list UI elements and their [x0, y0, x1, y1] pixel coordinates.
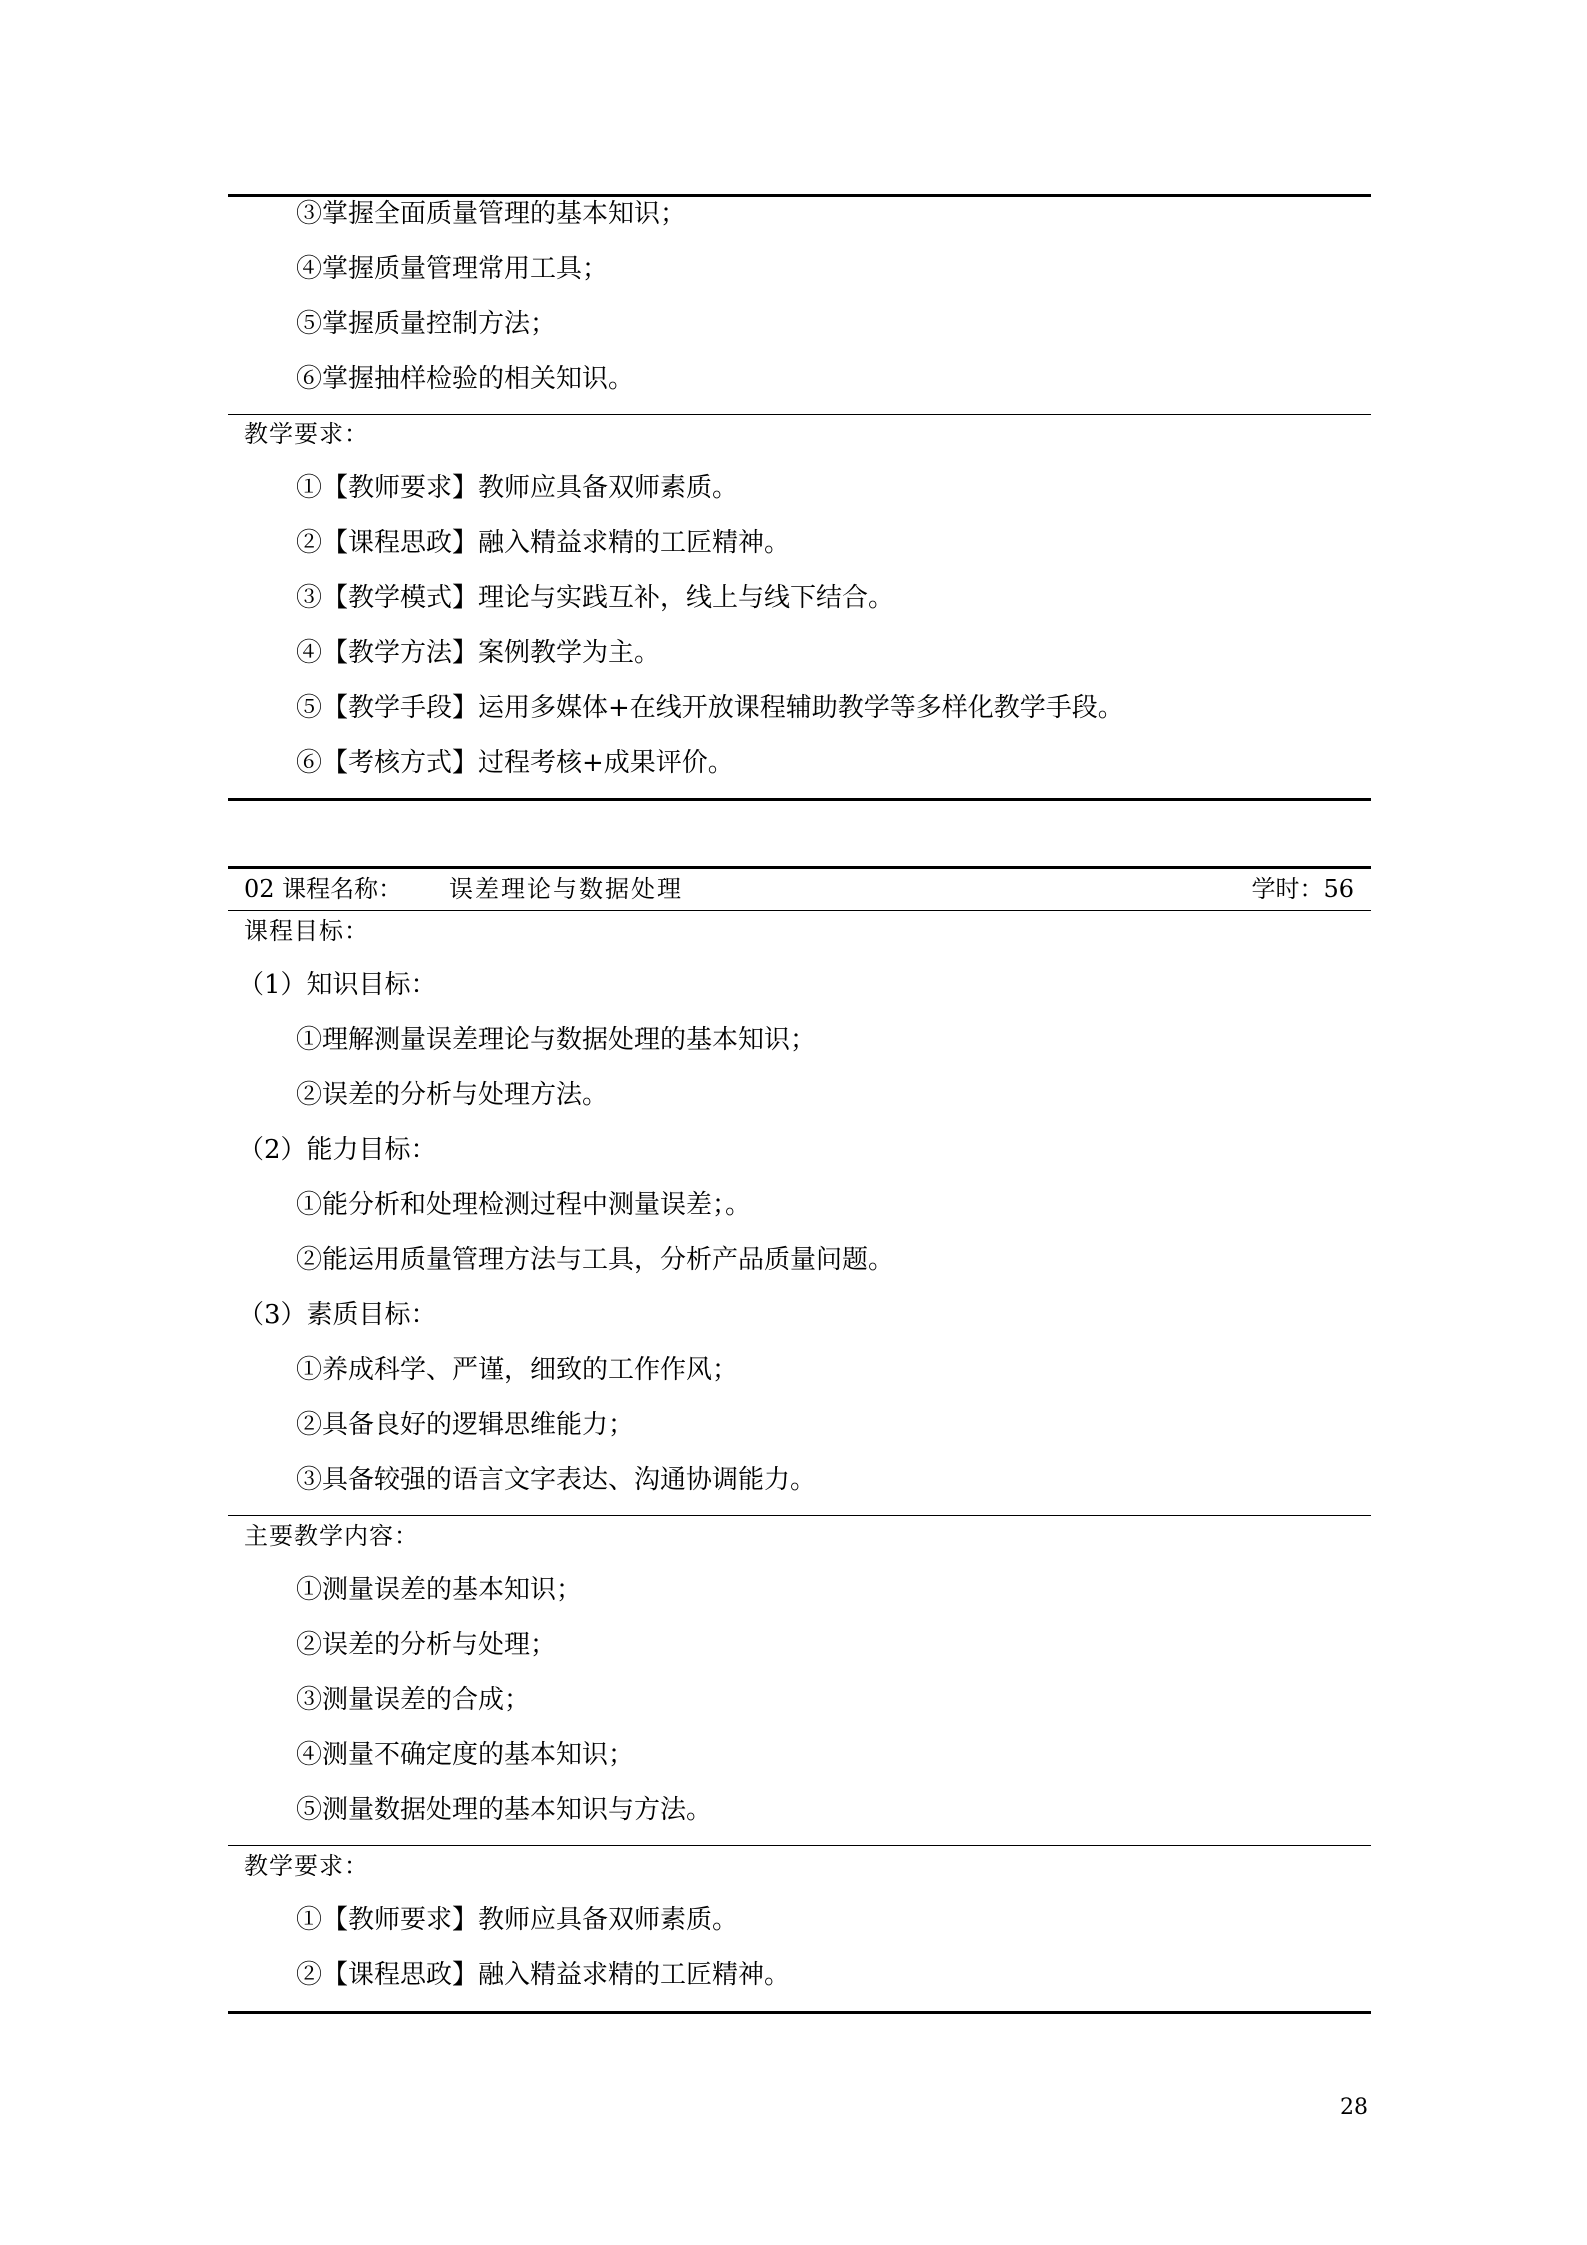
- page-number: 28: [1340, 2095, 1368, 2120]
- list-item: ②能运用质量管理方法与工具，分析产品质量问题。: [296, 1245, 895, 1275]
- list-item: ③具备较强的语言文字表达、沟通协调能力。: [296, 1465, 817, 1495]
- list-item: ④【教学方法】案例教学为主。: [296, 638, 661, 668]
- course-label: 02 课程名称：: [244, 875, 403, 903]
- list-item: ③【教学模式】理论与实践互补，线上与线下结合。: [296, 583, 895, 613]
- list-item: ②【课程思政】融入精益求精的工匠精神。: [296, 528, 791, 558]
- row-divider: [228, 1515, 1371, 1516]
- section-heading: 教学要求：: [244, 420, 369, 448]
- list-item: ①测量误差的基本知识；: [296, 1575, 583, 1605]
- table-bottom-border: [228, 2011, 1371, 2014]
- list-item: ②具备良好的逻辑思维能力；: [296, 1410, 635, 1440]
- list-item: ⑤测量数据处理的基本知识与方法。: [296, 1795, 713, 1825]
- list-item: ①养成科学、严谨，细致的工作作风；: [296, 1355, 739, 1385]
- course-title-row: [244, 871, 1354, 907]
- section-heading: 课程目标：: [244, 917, 369, 945]
- list-item: ⑥掌握抽样检验的相关知识。: [296, 364, 635, 394]
- list-item: ④测量不确定度的基本知识；: [296, 1740, 635, 1770]
- list-item: ②【课程思政】融入精益求精的工匠精神。: [296, 1960, 791, 1990]
- list-item: ①【教师要求】教师应具备双师素质。: [296, 1905, 739, 1935]
- sub-heading: （3）素质目标：: [238, 1300, 437, 1330]
- list-item: ①【教师要求】教师应具备双师素质。: [296, 473, 739, 503]
- row-divider: [228, 910, 1371, 911]
- course-name: 误差理论与数据处理: [449, 875, 683, 903]
- list-item: ③测量误差的合成；: [296, 1685, 531, 1715]
- row-divider: [228, 414, 1371, 415]
- sub-heading: （2）能力目标：: [238, 1135, 437, 1165]
- row-divider: [228, 1845, 1371, 1846]
- list-item: ①能分析和处理检测过程中测量误差；。: [296, 1190, 752, 1220]
- section-heading: 主要教学内容：: [244, 1522, 419, 1550]
- list-item: ⑤掌握质量控制方法；: [296, 309, 557, 339]
- table-top-border: [228, 866, 1371, 869]
- list-item: ⑥【考核方式】过程考核+成果评价。: [296, 748, 734, 778]
- list-item: ④掌握质量管理常用工具；: [296, 254, 609, 284]
- section-heading: 教学要求：: [244, 1852, 369, 1880]
- course-hours: 学时：56: [1251, 875, 1354, 903]
- list-item: ③掌握全面质量管理的基本知识；: [296, 199, 687, 229]
- table-bottom-border: [228, 798, 1371, 801]
- list-item: ②误差的分析与处理；: [296, 1630, 557, 1660]
- sub-heading: （1）知识目标：: [238, 970, 437, 1000]
- list-item: ⑤【教学手段】运用多媒体+在线开放课程辅助教学等多样化教学手段。: [296, 693, 1124, 723]
- list-item: ①理解测量误差理论与数据处理的基本知识；: [296, 1025, 817, 1055]
- list-item: ②误差的分析与处理方法。: [296, 1080, 609, 1110]
